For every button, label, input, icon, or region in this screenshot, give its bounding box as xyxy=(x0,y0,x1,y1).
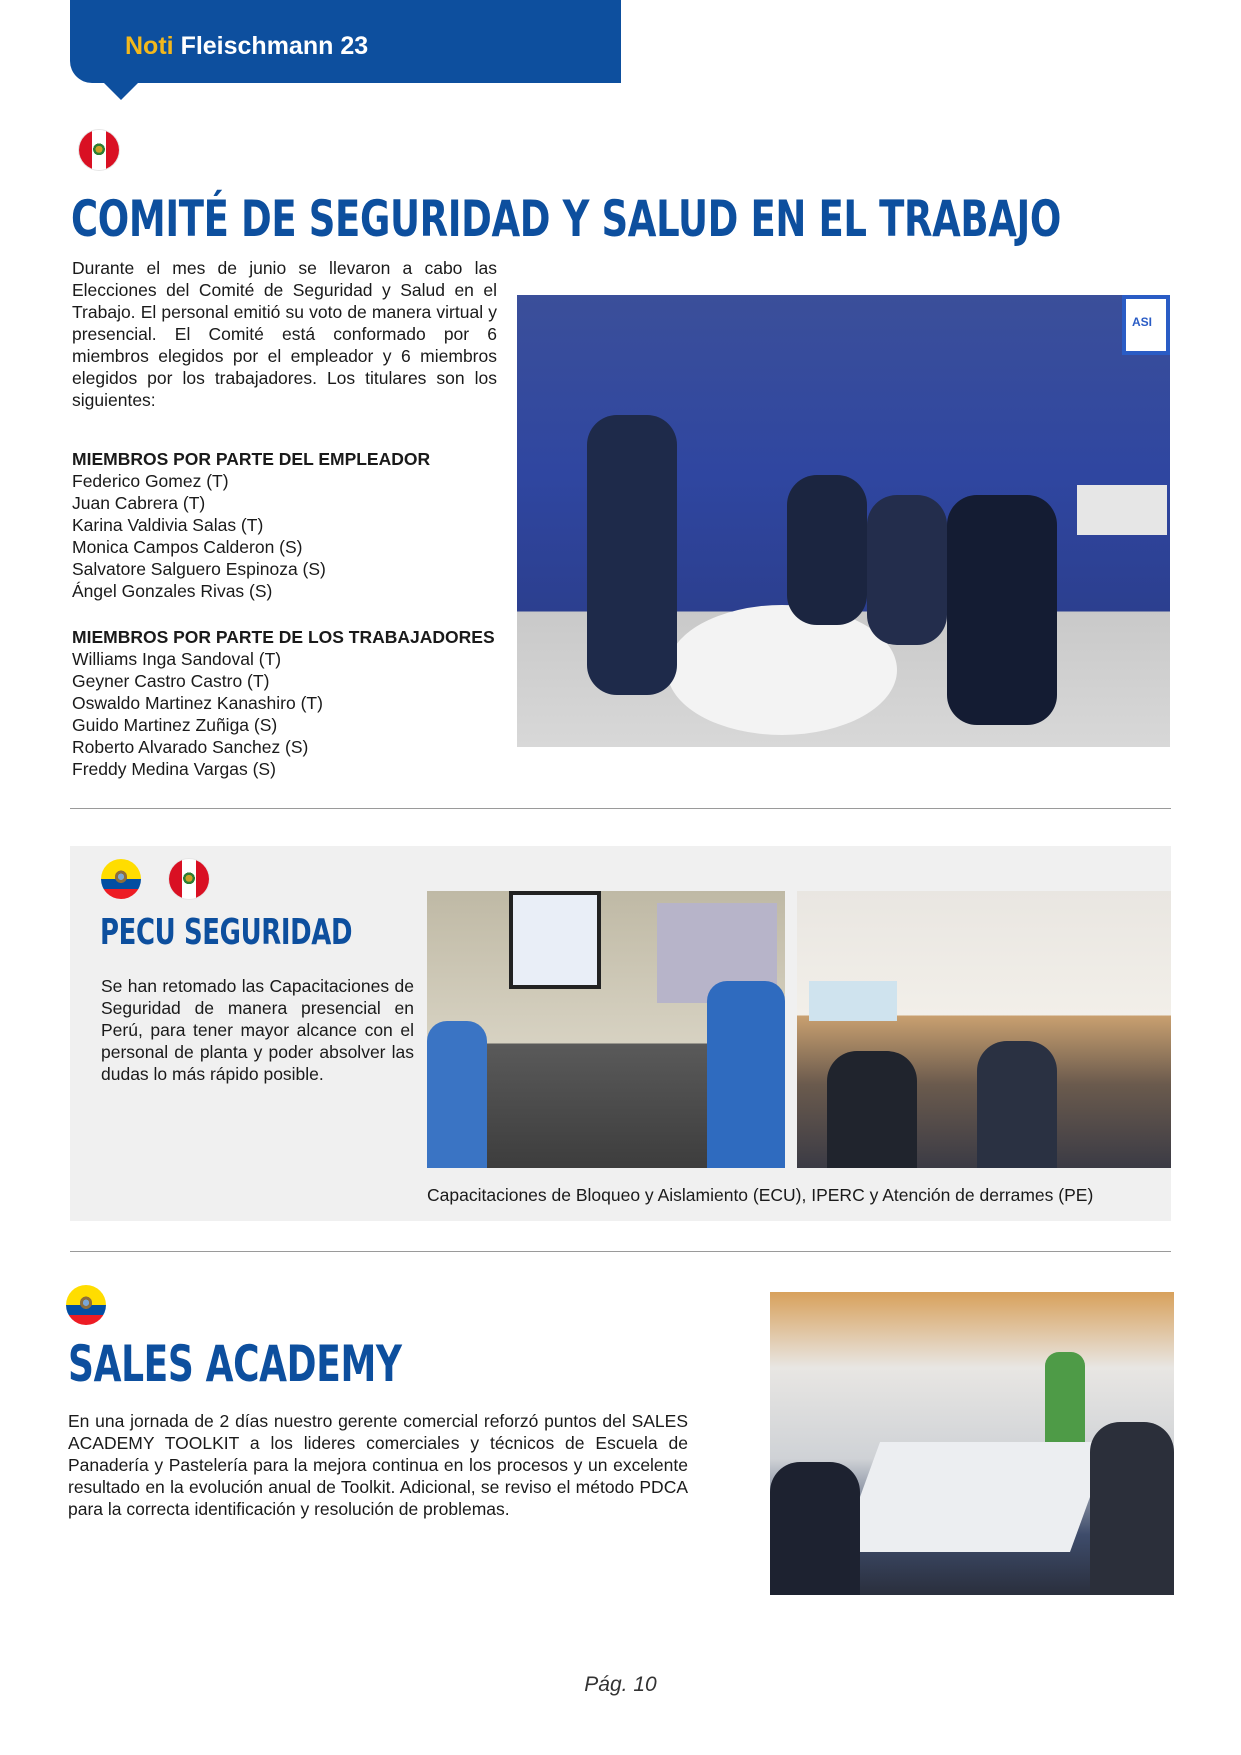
newsletter-title xyxy=(125,32,368,61)
list-item: Freddy Medina Vargas (S) xyxy=(72,759,276,779)
newsletter-title-name: Fleischmann 23 xyxy=(180,32,369,60)
list-item: Geyner Castro Castro (T) xyxy=(72,671,270,691)
section-heading-comite: COMITÉ DE SEGURIDAD Y SALUD EN EL TRABAJO xyxy=(71,190,1061,248)
list-item: Guido Martinez Zuñiga (S) xyxy=(72,715,278,735)
peru-flag-icon xyxy=(79,130,119,170)
page-number: Pág. 10 xyxy=(584,1673,657,1696)
pecu-photo-caption: Capacitaciones de Bloqueo y Aislamiento (ECU), IPERC y Atención de derrames (PE) xyxy=(427,1185,1094,1205)
employer-members-list xyxy=(72,448,430,602)
ecuador-flag-icon xyxy=(66,1285,106,1325)
list-item: Ángel Gonzales Rivas (S) xyxy=(72,581,273,601)
photo-person-shape xyxy=(1090,1422,1174,1595)
photo-person-shape xyxy=(787,475,867,625)
workers-members-list xyxy=(72,626,495,780)
photo-monitor-shape xyxy=(1077,485,1167,535)
photo-person-shape xyxy=(1045,1352,1085,1442)
photo-projection-shape xyxy=(809,981,897,1021)
photo-person-shape xyxy=(827,1051,917,1168)
list-item: Williams Inga Sandoval (T) xyxy=(72,649,282,669)
sales-academy-paragraph: En una jornada de 2 días nuestro gerente comercial reforzó puntos del SALES ACADEMY TOOLKIT a los lideres comerciales y técnicos de Escuela de Panadería y Pastelería para la mejora continua en los procesos y un excelente resultado en la evolución anual de Toolkit. Adicional, se reviso el método PDCA para la correcta identificación y resolución de problemas. xyxy=(68,1411,688,1519)
sales-academy-photo xyxy=(770,1292,1174,1595)
training-photo-ecu xyxy=(427,891,785,1168)
photo-sign-box xyxy=(1122,295,1170,355)
list-item: Karina Valdivia Salas (T) xyxy=(72,515,264,535)
list-item: Salvatore Salguero Espinoza (S) xyxy=(72,559,326,579)
photo-person-shape xyxy=(770,1462,860,1595)
section-heading-pecu: PECU SEGURIDAD xyxy=(100,912,353,953)
header-banner xyxy=(70,0,621,83)
comite-paragraph: Durante el mes de junio se llevaron a cabo las Elecciones del Comité de Seguridad y Salud en el Trabajo. El personal emitió su voto de manera virtual y presencial. El Comité está conformado por 6 miembros elegidos por el empleador y 6 miembros elegidos por los trabajadores. Los titulares son los siguientes: xyxy=(72,258,497,410)
ecuador-flag-icon xyxy=(101,859,141,899)
list-item: Federico Gomez (T) xyxy=(72,471,229,491)
list-item: Oswaldo Martinez Kanashiro (T) xyxy=(72,693,323,713)
photo-person-shape xyxy=(707,981,785,1168)
photo-person-shape xyxy=(427,1021,487,1168)
photo-person-shape xyxy=(867,495,947,645)
photo-table-shape xyxy=(667,605,897,735)
employer-members-title: MIEMBROS POR PARTE DEL EMPLEADOR xyxy=(72,449,431,469)
section-divider xyxy=(70,1251,1171,1252)
photo-screen-shape xyxy=(509,891,601,989)
comite-election-photo xyxy=(517,295,1170,747)
photo-person-shape xyxy=(947,495,1057,725)
photo-sign-text: ASI xyxy=(1132,315,1153,329)
newsletter-title-noti: Noti xyxy=(125,32,174,60)
section-divider xyxy=(70,808,1171,809)
photo-table-shape xyxy=(840,1442,1110,1552)
photo-person-shape xyxy=(977,1041,1057,1168)
banner-pointer xyxy=(103,82,139,100)
training-photo-pe xyxy=(797,891,1171,1168)
list-item: Monica Campos Calderon (S) xyxy=(72,537,303,557)
list-item: Juan Cabrera (T) xyxy=(72,493,206,513)
photo-person-shape xyxy=(587,415,677,695)
list-item: Roberto Alvarado Sanchez (S) xyxy=(72,737,309,757)
peru-flag-icon xyxy=(169,859,209,899)
pecu-paragraph: Se han retomado las Capacitaciones de Seguridad de manera presencial en Perú, para tener mayor alcance con el personal de planta y poder absolver las dudas lo más rápido posible. xyxy=(101,976,414,1084)
section-heading-sales-academy: SALES ACADEMY xyxy=(68,1335,402,1393)
workers-members-title: MIEMBROS POR PARTE DE LOS TRABAJADORES xyxy=(72,627,495,647)
